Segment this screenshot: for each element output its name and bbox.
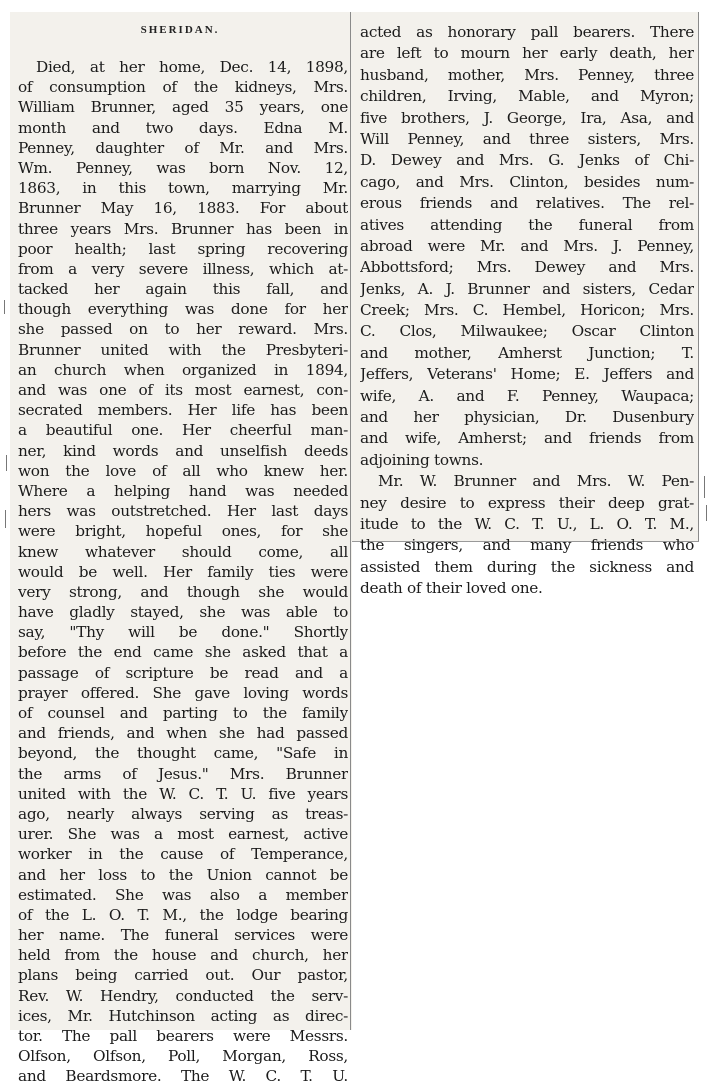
text-line: would be well. Her family ties were xyxy=(18,562,348,581)
margin-mark xyxy=(6,455,7,471)
text-line: month and two days. Edna M. xyxy=(18,118,348,137)
text-line: Wm. Penney, was born Nov. 12, xyxy=(18,158,348,177)
text-line: death of their loved one. xyxy=(360,579,543,598)
text-line: tor. The pall bearers were Messrs. xyxy=(18,1027,348,1045)
text-line: very strong, and though she would xyxy=(18,582,348,601)
text-line: acted as honorary pall bearers. There xyxy=(360,23,694,41)
margin-mark xyxy=(704,476,705,498)
text-line: passage of scripture be read and a xyxy=(18,663,348,682)
text-line: she passed on to her reward. Mrs. xyxy=(18,320,348,339)
text-line: held from the house and church, her xyxy=(18,946,348,965)
text-line: and Beardsmore. The W. C. T. U. xyxy=(18,1067,348,1086)
text-line: and mother, Amherst Junction; T. xyxy=(360,343,694,362)
text-line: cago, and Mrs. Clinton, besides num- xyxy=(360,172,694,191)
text-line: prayer offered. She gave loving words xyxy=(18,683,348,702)
right-edge-rule xyxy=(698,12,699,542)
text-line: from a very severe illness, which at- xyxy=(18,259,348,278)
text-line: C. Clos, Milwaukee; Oscar Clinton xyxy=(360,322,694,341)
text-line: a beautiful one. Her cheerful man- xyxy=(18,421,348,440)
text-line: the arms of Jesus." Mrs. Brunner xyxy=(18,764,348,783)
text-line: and wife, Amherst; and friends from xyxy=(360,429,694,448)
text-line: before the end came she asked that a xyxy=(18,643,348,662)
text-line: won the love of all who knew her. xyxy=(18,461,348,480)
text-line: Jenks, A. J. Brunner and sisters, Cedar xyxy=(360,279,694,298)
text-line: of consumption of the kidneys, Mrs. xyxy=(18,78,348,97)
text-line: Rev. W. Hendry, conducted the serv- xyxy=(18,986,348,1005)
text-line: wife, A. and F. Penney, Waupaca; xyxy=(360,386,694,405)
text-line: Jeffers, Veterans' Home; E. Jeffers and xyxy=(360,365,694,384)
text-line: assisted them during the sickness and xyxy=(360,557,694,576)
text-line: beyond, the thought came, "Safe in xyxy=(18,744,348,763)
text-line: of the L. O. T. M., the lodge bearing xyxy=(18,905,348,924)
text-line: Brunner united with the Presbyteri- xyxy=(18,340,348,359)
text-line: Will Penney, and three sisters, Mrs. xyxy=(360,129,694,148)
text-line: Abbottsford; Mrs. Dewey and Mrs. xyxy=(360,258,694,277)
text-line: and was one of its most earnest, con- xyxy=(18,381,348,399)
text-line: Brunner May 16, 1883. For about xyxy=(18,199,348,218)
text-line: estimated. She was also a member xyxy=(18,885,348,904)
text-line: ices, Mr. Hutchinson acting as direc- xyxy=(18,1006,348,1025)
text-line: are left to mourn her early death, her xyxy=(360,44,694,63)
text-line: Died, at her home, Dec. 14, 1898, xyxy=(36,58,348,76)
text-line: and her loss to the Union cannot be xyxy=(18,865,348,884)
column-divider xyxy=(350,12,351,1030)
text-line: atives attending the funeral from xyxy=(360,215,694,234)
text-line: poor health; last spring recovering xyxy=(18,239,348,258)
text-line: ner, kind words and unselfish deeds xyxy=(18,441,348,460)
text-line: though everything was done for her xyxy=(18,300,348,319)
text-line: adjoining towns. xyxy=(360,450,484,469)
text-line: ago, nearly always serving as treas- xyxy=(18,804,348,823)
text-line: ney desire to express their deep grat- xyxy=(360,493,694,512)
text-line: 1863, in this town, marrying Mr. xyxy=(18,179,348,198)
text-line: hers was outstretched. Her last days xyxy=(18,502,348,521)
left-text-column xyxy=(18,57,348,1087)
text-line: and her physician, Dr. Dusenbury xyxy=(360,408,694,427)
text-line: William Brunner, aged 35 years, one xyxy=(18,98,348,117)
text-line: Creek; Mrs. C. Hembel, Horicon; Mrs. xyxy=(360,301,694,320)
text-line: secrated members. Her life has been xyxy=(18,401,348,420)
text-line: united with the W. C. T. U. five years xyxy=(18,784,348,803)
text-line: itude to the W. C. T. U., L. O. T. M., xyxy=(360,514,694,533)
text-line: Olfson, Olfson, Poll, Morgan, Ross, xyxy=(18,1047,348,1066)
text-line: knew whatever should come, all xyxy=(18,542,348,561)
text-line: plans being carried out. Our pastor, xyxy=(18,966,348,985)
text-line: her name. The funeral services were xyxy=(18,926,348,945)
text-line: children, Irving, Mable, and Myron; xyxy=(360,87,694,106)
text-line: five brothers, J. George, Ira, Asa, and xyxy=(360,108,694,127)
text-line: have gladly stayed, she was able to xyxy=(18,603,348,622)
text-line: of counsel and parting to the family xyxy=(18,704,348,722)
margin-mark xyxy=(4,300,5,314)
text-line: Penney, daughter of Mr. and Mrs. xyxy=(18,138,348,157)
text-line: urer. She was a most earnest, active xyxy=(18,825,348,844)
text-line: say, "Thy will be done." Shortly xyxy=(18,623,348,642)
text-line: abroad were Mr. and Mrs. J. Penney, xyxy=(360,236,694,255)
text-line: Where a helping hand was needed xyxy=(18,481,348,500)
text-line: worker in the cause of Temperance, xyxy=(18,845,348,864)
text-line: erous friends and relatives. The rel- xyxy=(360,194,694,213)
text-line: three years Mrs. Brunner has been in xyxy=(18,219,348,238)
margin-mark xyxy=(5,510,6,528)
text-line: husband, mother, Mrs. Penney, three xyxy=(360,65,694,84)
text-line: and friends, and when she had passed xyxy=(18,724,348,743)
text-line: were bright, hopeful ones, for she xyxy=(18,522,348,541)
text-line: the singers, and many friends who xyxy=(360,536,694,555)
article-heading: SHERIDAN. xyxy=(140,24,220,36)
text-line: an church when organized in 1894, xyxy=(18,360,348,379)
right-text-column xyxy=(360,22,694,600)
text-line: Mr. W. Brunner and Mrs. W. Pen- xyxy=(378,472,694,491)
margin-mark xyxy=(706,505,707,521)
text-line: tacked her again this fall, and xyxy=(18,280,348,299)
text-line: D. Dewey and Mrs. G. Jenks of Chi- xyxy=(360,151,694,170)
